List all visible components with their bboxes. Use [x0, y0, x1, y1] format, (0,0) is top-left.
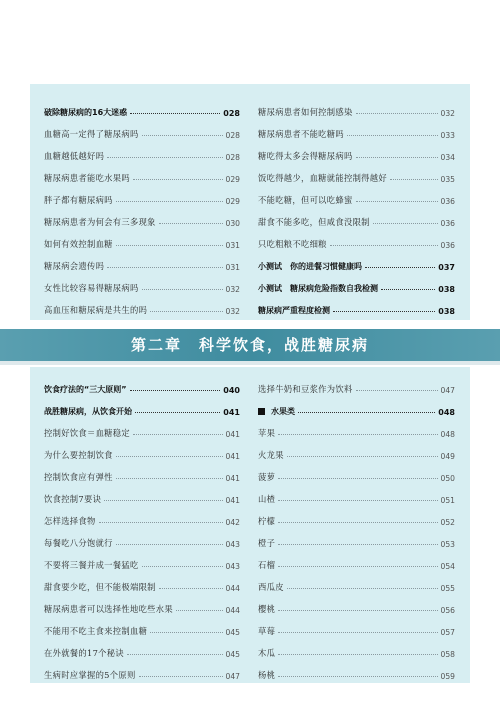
- dot-leader: [130, 113, 220, 114]
- toc-entry-title-text: 高血压和糖尿病是共生的吗: [44, 305, 148, 315]
- toc-entry-page: 041: [225, 474, 240, 483]
- dot-leader: [278, 434, 437, 435]
- dot-leader: [278, 654, 437, 655]
- toc-entry-title-text: 怎样选择食物: [44, 516, 96, 526]
- dot-leader: [150, 311, 222, 312]
- dot-leader: [347, 135, 438, 136]
- toc-entry-title: [44, 150, 104, 162]
- toc-entry-title-text: 每餐吃八分饱就行: [44, 538, 113, 548]
- dot-leader: [390, 179, 438, 180]
- toc-entry-title: [44, 107, 127, 118]
- toc-entry[interactable]: [44, 484, 240, 506]
- dot-leader: [142, 135, 223, 136]
- toc-entry-title: [258, 150, 353, 162]
- toc-entry[interactable]: [44, 251, 240, 273]
- toc-entry-title-text: 糖尿病患者如何控制感染: [258, 107, 353, 117]
- toc-entry-page: 041: [225, 452, 240, 461]
- toc-column-top-right: [258, 97, 455, 317]
- toc-entry[interactable]: [44, 119, 240, 141]
- dot-leader: [278, 566, 437, 567]
- toc-entry-title-text: 控制好饮食＝血糖稳定: [44, 428, 130, 438]
- toc-entry[interactable]: [258, 374, 455, 396]
- toc-entry-title: [258, 172, 387, 184]
- square-bullet-icon: [258, 408, 265, 415]
- toc-entry[interactable]: [258, 273, 455, 295]
- toc-entry-title-text: 山楂: [258, 494, 276, 504]
- toc-entry-page: 032: [225, 285, 240, 294]
- toc-entry[interactable]: [44, 616, 240, 638]
- dot-leader: [278, 676, 437, 677]
- toc-entry-title-text: 菠萝: [258, 472, 276, 482]
- toc-entry-title-text: 饭吃得越少，血糖就能控制得越好: [258, 173, 387, 183]
- toc-entry[interactable]: [44, 660, 240, 682]
- dot-leader: [176, 610, 223, 611]
- toc-entry-title: [44, 603, 173, 615]
- toc-entry[interactable]: [44, 594, 240, 616]
- dot-leader: [356, 113, 438, 114]
- toc-entry-page: 029: [225, 175, 240, 184]
- toc-entry-title: [258, 647, 275, 659]
- dot-leader: [142, 289, 223, 290]
- toc-entry-page: 047: [440, 386, 455, 395]
- toc-entry[interactable]: [258, 572, 455, 594]
- toc-entry-title: [44, 406, 132, 417]
- toc-entry-title-text: 木瓜: [258, 648, 276, 658]
- dot-leader: [298, 412, 435, 413]
- dot-leader: [278, 478, 437, 479]
- toc-entry-title-text: 不要将三餐并成一餐猛吃: [44, 560, 139, 570]
- toc-entry-title-text: 女性比较容易得糖尿病吗: [44, 283, 139, 293]
- toc-entry-page: 053: [440, 540, 455, 549]
- toc-entry-title: [258, 581, 284, 593]
- toc-entry-title: [258, 559, 275, 571]
- toc-entry-title: [258, 305, 330, 316]
- dot-leader: [287, 456, 438, 457]
- toc-entry-title-text: 糖尿病患者不能吃糖吗: [258, 129, 344, 139]
- toc-entry-page: 047: [225, 672, 240, 681]
- toc-entry-title-text: 糖尿病患者可以选择性地吃些水果: [44, 604, 173, 614]
- toc-entry-title-text: 饮食控制7要诀: [44, 494, 102, 504]
- toc-entry-page: 028: [223, 109, 240, 118]
- toc-entry-title: [258, 283, 378, 294]
- toc-entry[interactable]: [44, 572, 240, 594]
- dot-leader: [107, 267, 222, 268]
- toc-entry[interactable]: [258, 594, 455, 616]
- toc-entry[interactable]: [44, 207, 240, 229]
- toc-entry[interactable]: [258, 295, 455, 317]
- toc-column-bottom-left: [44, 374, 240, 682]
- toc-entry-title-text: 小测试 糖尿病危险指数自我检测: [258, 284, 378, 293]
- toc-column-bottom-right: [258, 374, 455, 682]
- toc-entry-title-text: 樱桃: [258, 604, 276, 614]
- toc-entry-title: [44, 559, 139, 571]
- toc-entry-page: 048: [440, 430, 455, 439]
- toc-entry-title-text: 橙子: [258, 538, 276, 548]
- toc-entry[interactable]: [258, 462, 455, 484]
- toc-entry[interactable]: [44, 440, 240, 462]
- toc-entry-title: [44, 282, 139, 294]
- toc-entry-title: [44, 304, 147, 316]
- dot-leader: [142, 566, 223, 567]
- toc-entry-page: 035: [440, 175, 455, 184]
- toc-entry-title-text: 杨桃: [258, 670, 276, 680]
- chapter-title: 第二章 科学饮食，战胜糖尿病: [130, 336, 369, 354]
- toc-entry-page: 040: [223, 386, 240, 395]
- toc-entry-page: 041: [225, 430, 240, 439]
- toc-entry[interactable]: [258, 185, 455, 207]
- toc-entry-page: 055: [440, 584, 455, 593]
- toc-entry-title-text: 糖尿病患者为何会有三多现象: [44, 217, 156, 227]
- toc-entry-title: [258, 128, 344, 140]
- dot-leader: [278, 544, 437, 545]
- toc-entry-page: 037: [438, 263, 455, 272]
- toc-entry-title: [44, 216, 156, 228]
- toc-entry-title-text: 为什么要控制饮食: [44, 450, 113, 460]
- toc-entry-title: [258, 216, 370, 228]
- toc-entry-page: 052: [440, 518, 455, 527]
- toc-entry-title-text: 小测试 你的进餐习惯健康吗: [258, 262, 362, 271]
- toc-entry[interactable]: [44, 163, 240, 185]
- toc-entry[interactable]: [258, 141, 455, 163]
- chapter-banner-shadow: [0, 361, 500, 365]
- toc-entry[interactable]: [258, 484, 455, 506]
- toc-entry-page: 029: [225, 197, 240, 206]
- toc-entry-page: 028: [225, 153, 240, 162]
- toc-entry-title: [258, 449, 284, 461]
- toc-entry-title: [44, 128, 139, 140]
- toc-entry-title: [44, 581, 156, 593]
- toc-entry[interactable]: [258, 550, 455, 572]
- toc-entry[interactable]: [258, 251, 455, 273]
- toc-entry-page: 036: [440, 241, 455, 250]
- dot-leader: [287, 588, 438, 589]
- toc-entry-title: [44, 471, 113, 483]
- toc-entry[interactable]: [258, 418, 455, 440]
- toc-entry[interactable]: [258, 163, 455, 185]
- dot-leader: [278, 500, 437, 501]
- toc-entry[interactable]: [44, 185, 240, 207]
- toc-entry-title: [44, 384, 127, 395]
- toc-entry-title-text: 苹果: [258, 428, 276, 438]
- dot-leader: [116, 456, 223, 457]
- toc-entry-title-text: 火龙果: [258, 450, 284, 460]
- toc-entry-title-text: 西瓜皮: [258, 582, 284, 592]
- toc-entry-page: 048: [438, 408, 455, 417]
- toc-entry[interactable]: [44, 528, 240, 550]
- toc-entry-title: [44, 238, 113, 250]
- toc-entry-title-text: 糖吃得太多会得糖尿病吗: [258, 151, 353, 161]
- toc-entry[interactable]: [44, 506, 240, 528]
- toc-entry-title: [44, 625, 147, 637]
- toc-entry-title-text: 破除糖尿病的16大迷惑: [44, 108, 128, 117]
- toc-entry-title: [44, 515, 96, 527]
- toc-entry[interactable]: [44, 638, 240, 660]
- toc-entry[interactable]: [44, 550, 240, 572]
- dot-leader: [159, 588, 223, 589]
- toc-entry-title: [258, 669, 275, 681]
- toc-entry-title: [44, 647, 124, 659]
- toc-entry-title: [44, 537, 113, 549]
- toc-entry-page: 038: [438, 307, 455, 316]
- toc-entry-title-text: 不能用不吃主食来控制血糖: [44, 626, 148, 636]
- toc-entry-page: 058: [440, 650, 455, 659]
- toc-entry[interactable]: [258, 528, 455, 550]
- dot-leader: [133, 179, 223, 180]
- toc-entry[interactable]: [258, 396, 455, 418]
- dot-leader: [278, 610, 437, 611]
- dot-leader: [116, 201, 223, 202]
- dot-leader: [356, 157, 438, 158]
- toc-entry-title: [258, 261, 362, 272]
- toc-entry-page: 044: [225, 606, 240, 615]
- toc-entry-page: 034: [440, 153, 455, 162]
- toc-entry[interactable]: [258, 660, 455, 682]
- toc-entry[interactable]: [44, 141, 240, 163]
- toc-entry-title-text: 草莓: [258, 626, 276, 636]
- toc-entry-title-text: 血糖高一定得了糖尿病吗: [44, 129, 139, 139]
- toc-entry-title: [258, 427, 275, 439]
- dot-leader: [139, 676, 223, 677]
- toc-entry-title-text: 石榴: [258, 560, 276, 570]
- dot-leader: [150, 632, 222, 633]
- dot-leader: [159, 223, 223, 224]
- dot-leader: [99, 522, 223, 523]
- toc-entry-title: [44, 669, 136, 681]
- toc-entry[interactable]: [258, 119, 455, 141]
- toc-entry-page: 031: [225, 263, 240, 272]
- dot-leader: [116, 544, 223, 545]
- toc-entry[interactable]: [258, 616, 455, 638]
- toc-entry-title: [258, 493, 275, 505]
- toc-entry-title-text: 糖尿病严重程度检测: [258, 306, 330, 315]
- toc-entry-title-text: 选择牛奶和豆浆作为饮料: [258, 384, 353, 394]
- toc-entry-page: 050: [440, 474, 455, 483]
- dot-leader: [373, 223, 438, 224]
- chapter-banner: [0, 329, 500, 361]
- toc-entry-title: [258, 625, 275, 637]
- toc-entry-page: 038: [438, 285, 455, 294]
- toc-entry-title-text: 战胜糖尿病，从饮食开始: [44, 407, 132, 416]
- toc-entry-title: [258, 603, 275, 615]
- toc-entry-title: [258, 406, 295, 417]
- toc-entry-title-text: 只吃粗粮不吃细粮: [258, 239, 327, 249]
- dot-leader: [278, 632, 437, 633]
- toc-entry-page: 033: [440, 131, 455, 140]
- toc-entry-title: [258, 106, 353, 118]
- toc-entry-title: [258, 383, 353, 395]
- toc-entry-title-text: 血糖越低越好吗: [44, 151, 105, 161]
- toc-entry-title-text: 控制饮食应有弹性: [44, 472, 113, 482]
- toc-entry-title-text: 糖尿病会遗传吗: [44, 261, 105, 271]
- toc-entry-title: [44, 427, 130, 439]
- dot-leader: [356, 390, 438, 391]
- toc-entry-page: 049: [440, 452, 455, 461]
- dot-leader: [278, 522, 437, 523]
- dot-leader: [365, 267, 435, 268]
- toc-entry-page: 045: [225, 650, 240, 659]
- toc-entry[interactable]: [258, 638, 455, 660]
- toc-entry-page: 051: [440, 496, 455, 505]
- toc-entry-title: [258, 515, 275, 527]
- toc-entry-title-text: 胖子都有糖尿病吗: [44, 195, 113, 205]
- toc-entry[interactable]: [44, 462, 240, 484]
- toc-entry-title-text: 生病时应掌握的5个原则: [44, 670, 136, 680]
- toc-column-top-left: [44, 97, 240, 317]
- dot-leader: [381, 289, 435, 290]
- toc-entry-page: 043: [225, 562, 240, 571]
- toc-entry-page: 043: [225, 540, 240, 549]
- dot-leader: [133, 434, 223, 435]
- toc-entry-title: [44, 194, 113, 206]
- dot-leader: [356, 201, 438, 202]
- dot-leader: [116, 478, 223, 479]
- toc-entry[interactable]: [258, 207, 455, 229]
- toc-entry-page: 044: [225, 584, 240, 593]
- toc-entry-page: 056: [440, 606, 455, 615]
- toc-entry-title: [258, 537, 275, 549]
- toc-entry-page: 032: [225, 307, 240, 316]
- toc-entry-page: 057: [440, 628, 455, 637]
- dot-leader: [107, 157, 222, 158]
- toc-entry-title-text: 甜食要少吃，但不能极端限制: [44, 582, 156, 592]
- toc-entry-title: [44, 449, 113, 461]
- toc-entry-title: [44, 260, 104, 272]
- toc-entry-title: [258, 238, 327, 250]
- dot-leader: [330, 245, 438, 246]
- toc-entry-title: [44, 172, 130, 184]
- toc-entry[interactable]: [44, 229, 240, 251]
- toc-entry-title-text: 甜食不能多吃，但咸食没限制: [258, 217, 370, 227]
- toc-entry-page: 036: [440, 197, 455, 206]
- toc-entry[interactable]: [258, 440, 455, 462]
- toc-entry[interactable]: [44, 418, 240, 440]
- toc-entry-page: 041: [225, 496, 240, 505]
- dot-leader: [333, 311, 435, 312]
- toc-entry-page: 059: [440, 672, 455, 681]
- dot-leader: [130, 390, 221, 391]
- toc-entry-title-text: 在外就餐的17个秘诀: [44, 648, 124, 658]
- toc-entry-page: 032: [440, 109, 455, 118]
- toc-entry-title-text: 不能吃糖，但可以吃蜂蜜: [258, 195, 353, 205]
- dot-leader: [127, 654, 223, 655]
- toc-entry-title-text: 水果类: [271, 407, 295, 416]
- toc-entry-page: 054: [440, 562, 455, 571]
- toc-entry-title: [258, 471, 275, 483]
- toc-entry-title-text: 柠檬: [258, 516, 276, 526]
- toc-entry-title-text: 饮食疗法的“三大原则”: [44, 385, 127, 394]
- toc-entry-title-text: 如何有效控制血糖: [44, 239, 113, 249]
- toc-entry-title-text: 糖尿病患者能吃水果吗: [44, 173, 130, 183]
- toc-entry-page: 028: [225, 131, 240, 140]
- toc-entry-page: 045: [225, 628, 240, 637]
- toc-entry[interactable]: [44, 97, 240, 119]
- dot-leader: [116, 245, 223, 246]
- toc-entry-page: 030: [225, 219, 240, 228]
- toc-entry[interactable]: [44, 374, 240, 396]
- toc-entry[interactable]: [44, 273, 240, 295]
- toc-entry-page: 042: [225, 518, 240, 527]
- toc-entry-title: [258, 194, 353, 206]
- toc-entry-page: 036: [440, 219, 455, 228]
- toc-entry[interactable]: [258, 229, 455, 251]
- toc-entry-title: [44, 493, 101, 505]
- toc-entry-page: 031: [225, 241, 240, 250]
- toc-entry[interactable]: [44, 295, 240, 317]
- toc-entry[interactable]: [258, 506, 455, 528]
- toc-entry[interactable]: [258, 97, 455, 119]
- dot-leader: [135, 412, 220, 413]
- dot-leader: [104, 500, 222, 501]
- toc-entry[interactable]: [44, 396, 240, 418]
- toc-entry-page: 041: [223, 408, 240, 417]
